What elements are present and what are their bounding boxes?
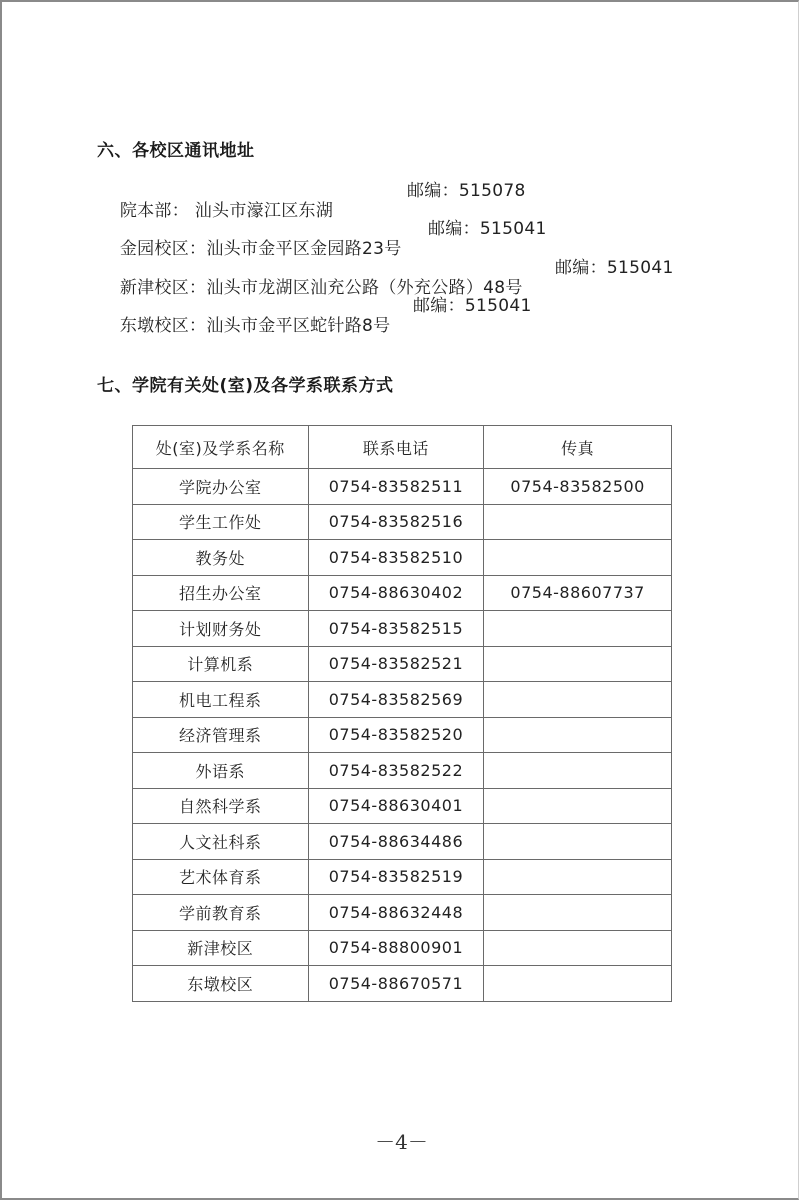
- table-row: [133, 575, 672, 611]
- cell-department: 招生办公室: [133, 575, 309, 611]
- cell-department: 计算机系: [133, 646, 309, 682]
- cell-phone: 0754-88634486: [308, 824, 484, 860]
- cell-department: 学生工作处: [133, 504, 309, 540]
- contacts-table: [132, 425, 672, 1002]
- address-text: 新津校区：汕头市龙湖区汕充公路（外充公路）48号: [119, 278, 523, 298]
- cell-phone: 0754-83582511: [308, 469, 484, 505]
- cell-phone: 0754-83582521: [308, 646, 484, 682]
- cell-phone: 0754-83582515: [308, 611, 484, 647]
- cell-department: 艺术体育系: [133, 859, 309, 895]
- header-phone: 联系电话: [308, 426, 484, 469]
- cell-fax: [484, 753, 672, 789]
- table-row: [133, 895, 672, 931]
- cell-fax: [484, 504, 672, 540]
- cell-phone: 0754-88632448: [308, 895, 484, 931]
- table-row: [133, 930, 672, 966]
- postcode: 邮编：515078: [407, 181, 526, 201]
- cell-fax: [484, 682, 672, 718]
- cell-fax: 0754-83582500: [484, 469, 672, 505]
- page-number: －4－: [375, 1130, 428, 1154]
- cell-fax: [484, 895, 672, 931]
- address-text: 院本部： 汕头市濠江区东湖: [119, 201, 334, 221]
- cell-fax: [484, 717, 672, 753]
- table-row: [133, 824, 672, 860]
- table-row: [133, 611, 672, 647]
- table-row: [133, 788, 672, 824]
- cell-phone: 0754-88630401: [308, 788, 484, 824]
- cell-department: 自然科学系: [133, 788, 309, 824]
- cell-department: 计划财务处: [133, 611, 309, 647]
- address-line-dongdun: [97, 291, 532, 376]
- cell-phone: 0754-83582520: [308, 717, 484, 753]
- cell-fax: [484, 646, 672, 682]
- cell-department: 学院办公室: [133, 469, 309, 505]
- cell-department: 人文社科系: [133, 824, 309, 860]
- cell-department: 机电工程系: [133, 682, 309, 718]
- cell-phone: 0754-83582510: [308, 540, 484, 576]
- postcode: 邮编：515041: [428, 219, 547, 239]
- cell-phone: 0754-88800901: [308, 930, 484, 966]
- cell-phone: 0754-88630402: [308, 575, 484, 611]
- table-row: [133, 753, 672, 789]
- table-row: [133, 966, 672, 1002]
- cell-fax: [484, 788, 672, 824]
- cell-fax: [484, 611, 672, 647]
- cell-fax: [484, 930, 672, 966]
- postcode: 邮编：515041: [555, 258, 674, 278]
- cell-department: 学前教育系: [133, 895, 309, 931]
- header-department: 处(室)及学系名称: [133, 426, 309, 469]
- table-row: [133, 717, 672, 753]
- cell-phone: 0754-83582569: [308, 682, 484, 718]
- cell-department: 经济管理系: [133, 717, 309, 753]
- table-row: [133, 859, 672, 895]
- section-7-heading: 七、学院有关处(室)及各学系联系方式: [97, 376, 394, 396]
- cell-fax: [484, 824, 672, 860]
- address-text: 东墩校区：汕头市金平区蛇针路8号: [119, 316, 391, 336]
- cell-department: 外语系: [133, 753, 309, 789]
- section-6-heading: 六、各校区通讯地址: [97, 141, 255, 161]
- cell-department: 东墩校区: [133, 966, 309, 1002]
- cell-phone: 0754-83582522: [308, 753, 484, 789]
- cell-department: 教务处: [133, 540, 309, 576]
- table-row: [133, 682, 672, 718]
- address-text: 金园校区：汕头市金平区金园路23号: [119, 239, 402, 259]
- table-body: [133, 469, 672, 1002]
- table-row: [133, 469, 672, 505]
- table-row: [133, 646, 672, 682]
- cell-department: 新津校区: [133, 930, 309, 966]
- cell-phone: 0754-83582519: [308, 859, 484, 895]
- header-fax: 传真: [484, 426, 672, 469]
- cell-phone: 0754-83582516: [308, 504, 484, 540]
- cell-fax: [484, 540, 672, 576]
- cell-fax: 0754-88607737: [484, 575, 672, 611]
- cell-fax: [484, 859, 672, 895]
- postcode: 邮编：515041: [413, 296, 532, 316]
- table-row: [133, 504, 672, 540]
- cell-phone: 0754-88670571: [308, 966, 484, 1002]
- cell-fax: [484, 966, 672, 1002]
- table-header-row: [133, 426, 672, 469]
- table-row: [133, 540, 672, 576]
